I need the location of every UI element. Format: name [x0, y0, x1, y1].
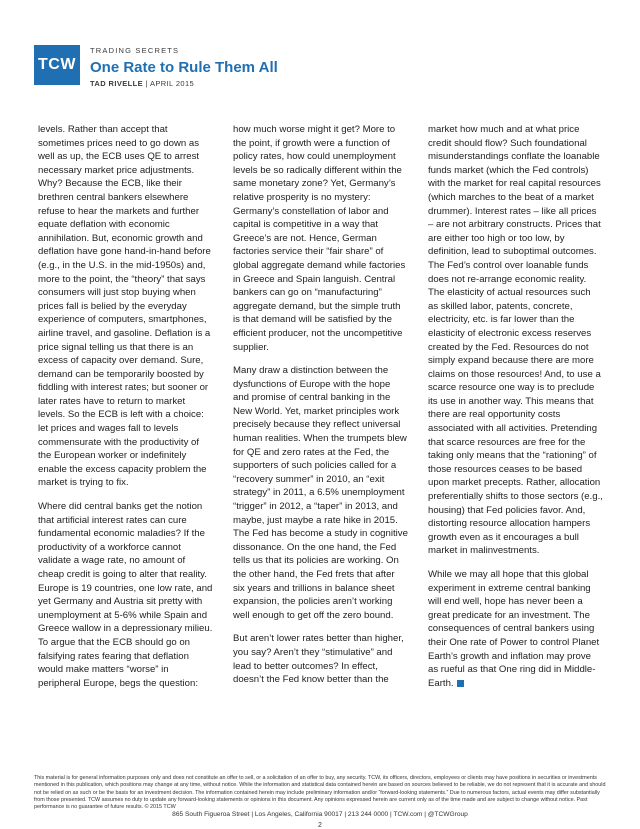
- paragraph: market how much and at what price credit should flow? Such foundational misunderstandings conflate the loanable funds market (which the Fed controls) with the market for real capital resources (which marches to the beat of a market drummer). Interest rates – like all prices – are not arbitrary constructs. Prices that are either too high or too low, by definition, lead to suboptimal outcomes. The Fed’s control over loanable funds does not re-arrange economic reality. The elasticity of actual resources such as skilled labor, patents, concrete, electricity, etc. is far lower than the elasticity of electronic excess reserves created by the Fed. Resources do not simply expand because there are more claims on those resources! And, to use a scarce resource one way is to preclude its use in another way. This means that there are real opportunity costs associated with all activities. Pretending that scarce resources are free for the taking only means that the “rationing” of those resources ceases to be based upon market precepts. Rather, allocation preferentially shifts to those sectors (e.g., housing) that Fed policies favor. And, distorting resource allocation hampers growth even as it encourages a bull market in malinvestments.: [428, 124, 603, 557]
- paragraph: But aren’t lower rates better than higher, you say? Aren’t they “stimulative” and lead to better outcomes? In effect, doesn’t the Fed know better than the: [233, 633, 404, 686]
- publication-date: APRIL 2015: [149, 79, 195, 88]
- column-2: [233, 123, 408, 708]
- end-mark-icon: [457, 680, 464, 687]
- footer-address: 865 South Figueroa Street | Los Angeles, California 90017 | 213 244 0000 | TCW.com | @TCWGroup: [172, 811, 468, 818]
- paragraph: levels. Rather than accept that sometimes prices need to go down as well as up, the ECB uses QE to arrest necessary market price adjustments. Why? Because the ECB, like their brethren central bankers elsewhere refuse to hear the markets and further equate deflation with economic annihilation. But, economic growth and deflation have gone hand-in-hand before (e.g., in the U.S. in the mid-1950s) and, more to the point, the “theory” that says consumers will just stop buying when prices fall is belied by the everyday experience of computers, smartphones, airline travel, and gasoline. Deflation is a price signal telling us that there is an excess of capacity over demand. Sure, demand can be temporarily boosted by fiddling with interest rates; but sooner or later rates have to return to market levels. So the ECB is left with a choice: let prices and wages fall to levels commensurate with the productivity of the European worker or indefinitely enable the excess capacity problem the market is trying to fix.: [38, 124, 211, 489]
- legal-disclaimer: This material is for general information purposes only and does not constitute an offer to sell, or a solicitation of an offer to buy, any security. TCW, its officers, directors, employees or clients may have positions in securities or investments mentioned in this publication, which positions may change at any time, without notice. While the information and statistical data contained herein are based on sources believed to be reliable, we do not represent that it is accurate and should not be relied on as such or be the basis for an investment decision. The information contained herein may include preliminary information and/or “forward-looking statements.” Due to numerous factors, actual events may differ substantially from those presented. TCW assumes no duty to update any forward-looking statements or opinions in this document. Any opinions expressed herein are current only as of the time made and are subject to change without notice. Past performance is no guarantee of future results. © 2015 TCW: [34, 775, 606, 811]
- paragraph: Many draw a distinction between the dysfunctions of Europe with the hope and promise of central banking in the New World. Yet, market principles work precisely because they reflect universal human realities. When the trumpets blew for QE and zero rates at the Fed, the supporters of such policies called for a “recovery summer” in 2010, an “exit strategy” in 2011, a 6.5% unemployment “trigger” in 2012, a “taper” in 2013, and maybe, just maybe a rate hike in 2015. The Fed has become a study in cognitive dissonance. On the one hand, the Fed tells us that its policies are working. On the other hand, the Fed frets that after six years and trillions in balance sheet expansion, the policies aren’t working well enough to get off the zero bound.: [233, 365, 408, 621]
- article-title: One Rate to Rule Them All: [90, 59, 278, 76]
- byline-separator: |: [145, 79, 148, 88]
- byline: [90, 79, 278, 88]
- paragraph: Where did central banks get the notion that artificial interest rates can cure fundamental economic maladies? If the productivity of a workforce cannot validate a wage rate, no amount of cheap credit is going to alter that reality. Europe is 19 countries, one low rate, and yet Germany and Austria sit pretty with unemployment at 5-6% while Spain and Greece wallow in a depressionary milieu. To argue that the ECB should go on falsifying rates fearing that deflation would make matters “worse” in peripheral Europe, begs the question:: [38, 501, 213, 689]
- paragraph-final: [428, 568, 603, 690]
- series-kicker: TRADING SECRETS: [90, 46, 180, 55]
- article-body: [38, 123, 603, 708]
- article-header: [90, 46, 278, 88]
- column-1: [38, 123, 213, 708]
- column-3: [428, 123, 603, 708]
- paragraph-text: While we may all hope that this global experiment in extreme central banking will end well, hope has never been a great predicate for an investment. The consequences of central bankers using their One rate of Power to control Planet Earth’s growth and inflation may prove as rueful as that One ring did in Middle-Earth.: [428, 569, 600, 689]
- page-number: 2: [318, 822, 322, 829]
- tcw-logo: TCW: [34, 45, 80, 85]
- author-name: TAD RIVELLE: [90, 79, 144, 88]
- paragraph: how much worse might it get? More to the point, if growth were a function of policy rates, how could unemployment levels be so radically different within the same monetary zone? Yet, Germany’s relative prosperity is no mystery: Germany’s constellation of labor and capital is competitive in a way that Greece’s are not. Hence, German factories service their “fair share” of global aggregate demand while factories in Greece and Spain languish. Central bankers can go on “manufacturing” aggregate demand, but the simple truth is that demand will be satisfied by the efficient producer, not the uncompetitive supplier.: [233, 124, 406, 353]
